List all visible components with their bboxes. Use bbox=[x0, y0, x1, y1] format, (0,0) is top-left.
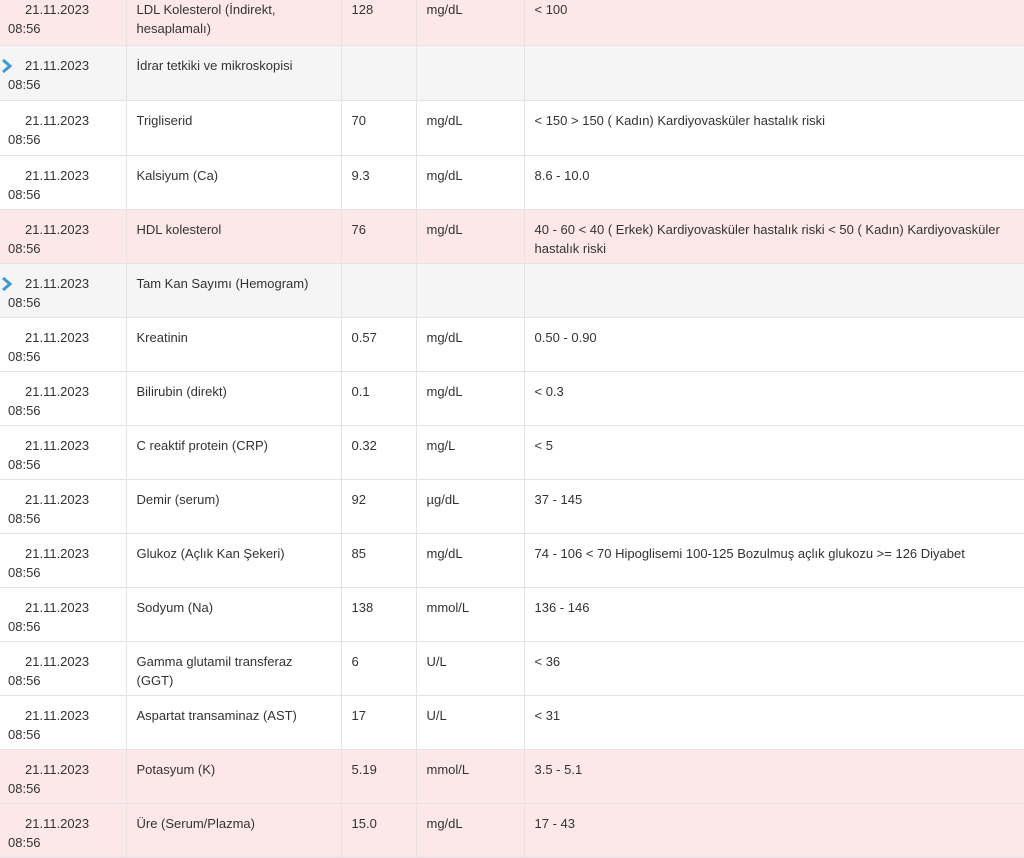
result-unit: mmol/L bbox=[416, 587, 524, 641]
test-name: C reaktif protein (CRP) bbox=[126, 425, 341, 479]
test-name: Kreatinin bbox=[126, 317, 341, 371]
result-unit: mg/dL bbox=[416, 155, 524, 209]
reference-range bbox=[524, 263, 1024, 317]
result-row bbox=[0, 317, 1024, 371]
reference-range: < 100 bbox=[524, 0, 1024, 45]
reference-range: < 0.3 bbox=[524, 371, 1024, 425]
result-time: 08:56 bbox=[8, 618, 41, 634]
result-row bbox=[0, 533, 1024, 587]
reference-range bbox=[524, 45, 1024, 100]
test-name: HDL kolesterol bbox=[126, 209, 341, 263]
reference-range: 136 - 146 bbox=[524, 587, 1024, 641]
test-name: Trigliserid bbox=[126, 100, 341, 155]
test-name: Bilirubin (direkt) bbox=[126, 371, 341, 425]
test-name: Tam Kan Sayımı (Hemogram) bbox=[126, 263, 341, 317]
chevron-right-icon[interactable] bbox=[1, 277, 13, 291]
date-cell bbox=[0, 641, 126, 695]
result-value: 0.32 bbox=[341, 425, 416, 479]
date-cell bbox=[0, 479, 126, 533]
result-row bbox=[0, 155, 1024, 209]
test-name: Potasyum (K) bbox=[126, 749, 341, 803]
date-cell bbox=[0, 263, 126, 317]
result-time: 08:56 bbox=[8, 726, 41, 742]
reference-range: 0.50 - 0.90 bbox=[524, 317, 1024, 371]
result-row bbox=[0, 479, 1024, 533]
result-date: 21.11.2023 bbox=[25, 167, 90, 183]
result-date: 21.11.2023 bbox=[25, 2, 90, 17]
result-time: 08:56 bbox=[8, 131, 41, 147]
result-date: 21.11.2023 bbox=[25, 599, 90, 615]
result-unit: U/L bbox=[416, 641, 524, 695]
result-value: 6 bbox=[341, 641, 416, 695]
result-date: 21.11.2023 bbox=[25, 545, 90, 561]
result-time: 08:56 bbox=[8, 76, 41, 92]
result-time: 08:56 bbox=[8, 834, 41, 850]
result-value: 138 bbox=[341, 587, 416, 641]
result-date: 21.11.2023 bbox=[25, 653, 90, 669]
result-date: 21.11.2023 bbox=[25, 761, 90, 777]
result-time: 08:56 bbox=[8, 510, 41, 526]
date-cell bbox=[0, 533, 126, 587]
result-unit: mg/dL bbox=[416, 100, 524, 155]
reference-range: 37 - 145 bbox=[524, 479, 1024, 533]
test-name: Gamma glutamil transferaz (GGT) bbox=[126, 641, 341, 695]
result-row bbox=[0, 371, 1024, 425]
result-time: 08:56 bbox=[8, 402, 41, 418]
result-value: 128 bbox=[341, 0, 416, 45]
result-time: 08:56 bbox=[8, 672, 41, 688]
result-row bbox=[0, 100, 1024, 155]
result-time: 08:56 bbox=[8, 456, 41, 472]
result-time: 08:56 bbox=[8, 186, 41, 202]
result-date: 21.11.2023 bbox=[25, 815, 90, 831]
result-value: 92 bbox=[341, 479, 416, 533]
result-time: 08:56 bbox=[8, 294, 41, 310]
abnormal-result-row bbox=[0, 803, 1024, 857]
result-unit: mg/dL bbox=[416, 209, 524, 263]
result-unit: mg/L bbox=[416, 425, 524, 479]
result-row bbox=[0, 695, 1024, 749]
result-date: 21.11.2023 bbox=[25, 707, 90, 723]
result-value: 5.19 bbox=[341, 749, 416, 803]
result-value: 85 bbox=[341, 533, 416, 587]
abnormal-result-row bbox=[0, 0, 1024, 45]
test-name: İdrar tetkiki ve mikroskopisi bbox=[126, 45, 341, 100]
result-row bbox=[0, 587, 1024, 641]
group-row[interactable] bbox=[0, 263, 1024, 317]
reference-range: < 150 > 150 ( Kadın) Kardiyovasküler hastalık riski bbox=[524, 100, 1024, 155]
date-cell bbox=[0, 45, 126, 100]
reference-range: 40 - 60 < 40 ( Erkek) Kardiyovasküler hastalık riski < 50 ( Kadın) Kardiyovasküler hastalık riski bbox=[524, 209, 1024, 263]
result-time: 08:56 bbox=[8, 21, 41, 36]
result-time: 08:56 bbox=[8, 780, 41, 796]
result-unit: µg/dL bbox=[416, 479, 524, 533]
result-date: 21.11.2023 bbox=[25, 221, 90, 237]
date-cell bbox=[0, 100, 126, 155]
result-unit bbox=[416, 263, 524, 317]
date-cell bbox=[0, 0, 126, 45]
abnormal-result-row bbox=[0, 749, 1024, 803]
result-value: 0.57 bbox=[341, 317, 416, 371]
result-row bbox=[0, 641, 1024, 695]
result-unit: mmol/L bbox=[416, 749, 524, 803]
reference-range: < 31 bbox=[524, 695, 1024, 749]
result-date: 21.11.2023 bbox=[25, 275, 90, 291]
date-cell bbox=[0, 371, 126, 425]
result-value: 9.3 bbox=[341, 155, 416, 209]
date-cell bbox=[0, 155, 126, 209]
reference-range: 17 - 43 bbox=[524, 803, 1024, 857]
date-cell bbox=[0, 209, 126, 263]
result-unit: U/L bbox=[416, 695, 524, 749]
result-value bbox=[341, 45, 416, 100]
test-name: Sodyum (Na) bbox=[126, 587, 341, 641]
result-date: 21.11.2023 bbox=[25, 329, 90, 345]
test-name: Aspartat transaminaz (AST) bbox=[126, 695, 341, 749]
result-unit: mg/dL bbox=[416, 0, 524, 45]
result-row bbox=[0, 425, 1024, 479]
result-unit: mg/dL bbox=[416, 317, 524, 371]
result-time: 08:56 bbox=[8, 348, 41, 364]
result-value: 17 bbox=[341, 695, 416, 749]
reference-range: 74 - 106 < 70 Hipoglisemi 100-125 Bozulmuş açlık glukozu >= 126 Diyabet bbox=[524, 533, 1024, 587]
result-date: 21.11.2023 bbox=[25, 491, 90, 507]
result-time: 08:56 bbox=[8, 240, 41, 256]
result-date: 21.11.2023 bbox=[25, 383, 90, 399]
group-row[interactable] bbox=[0, 45, 1024, 100]
reference-range: < 36 bbox=[524, 641, 1024, 695]
reference-range: 3.5 - 5.1 bbox=[524, 749, 1024, 803]
date-cell bbox=[0, 749, 126, 803]
test-name: LDL Kolesterol (İndirekt, hesaplamalı) bbox=[126, 0, 341, 45]
date-cell bbox=[0, 317, 126, 371]
result-date: 21.11.2023 bbox=[25, 57, 90, 73]
result-value: 0.1 bbox=[341, 371, 416, 425]
date-cell bbox=[0, 695, 126, 749]
test-name: Demir (serum) bbox=[126, 479, 341, 533]
reference-range: 8.6 - 10.0 bbox=[524, 155, 1024, 209]
result-date: 21.11.2023 bbox=[25, 112, 90, 128]
result-date: 21.11.2023 bbox=[25, 437, 90, 453]
date-cell bbox=[0, 425, 126, 479]
result-unit: mg/dL bbox=[416, 803, 524, 857]
result-unit: mg/dL bbox=[416, 533, 524, 587]
abnormal-result-row bbox=[0, 209, 1024, 263]
result-unit: mg/dL bbox=[416, 371, 524, 425]
test-name: Glukoz (Açlık Kan Şekeri) bbox=[126, 533, 341, 587]
reference-range: < 5 bbox=[524, 425, 1024, 479]
result-unit bbox=[416, 45, 524, 100]
date-cell bbox=[0, 587, 126, 641]
result-time: 08:56 bbox=[8, 564, 41, 580]
result-value bbox=[341, 263, 416, 317]
test-name: Kalsiyum (Ca) bbox=[126, 155, 341, 209]
result-value: 15.0 bbox=[341, 803, 416, 857]
date-cell bbox=[0, 803, 126, 857]
result-value: 76 bbox=[341, 209, 416, 263]
result-value: 70 bbox=[341, 100, 416, 155]
test-name: Üre (Serum/Plazma) bbox=[126, 803, 341, 857]
chevron-right-icon[interactable] bbox=[1, 59, 13, 73]
